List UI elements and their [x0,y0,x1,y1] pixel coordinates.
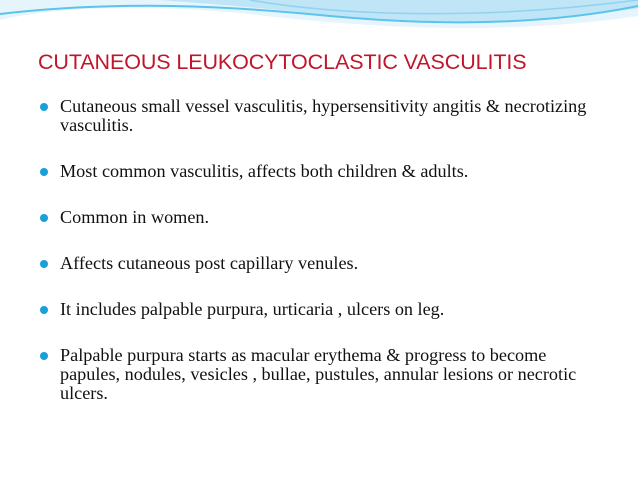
bullet-dot-icon [40,214,48,222]
bullet-dot-icon [40,168,48,176]
list-item [38,300,608,319]
bullet-text: Cutaneous small vessel vasculitis, hypersensitivity angitis & necrotizing vasculitis. [60,96,587,135]
bullet-text: It includes palpable purpura, urticaria , ulcers on leg. [60,299,445,319]
slide-title: CUTANEOUS LEUKOCYTOCLASTIC VASCULITIS [38,50,527,74]
bullet-text: Affects cutaneous post capillary venules. [60,253,359,273]
list-item [38,346,608,403]
bullet-dot-icon [40,352,48,360]
list-item [38,162,608,181]
list-item [38,97,608,135]
bullet-dot-icon [40,260,48,268]
bullet-text: Palpable purpura starts as macular erythema & progress to become papules, nodules, vesicles , bullae, pustules, annular lesions or necrotic ulcers. [60,345,577,403]
swoosh-line [0,6,638,23]
bullet-dot-icon [40,103,48,111]
list-item [38,254,608,273]
bullet-list [38,97,608,403]
bullet-text: Most common vasculitis, affects both children & adults. [60,161,469,181]
swoosh-line-2 [250,0,638,14]
swoosh-shape-mid [160,0,638,21]
list-item [38,208,608,227]
bullet-text: Common in women. [60,207,210,227]
swoosh-shape-light [0,0,638,28]
bullet-dot-icon [40,306,48,314]
